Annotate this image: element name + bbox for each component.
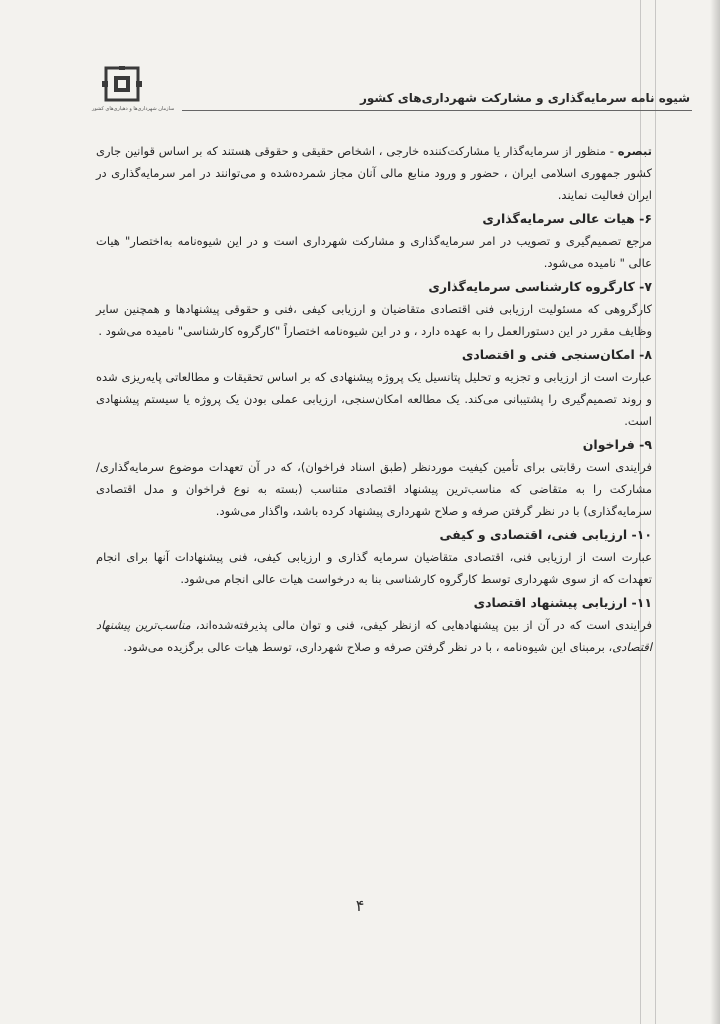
document-title: شیوه نامه سرمایه‌گذاری و مشارکت شهرداری‌های کشور xyxy=(359,91,690,105)
section-paragraph: عبارت است از ارزیابی فنی، اقتصادی متقاضیان سرمایه گذاری و ارزیابی کیفی، فنی پیشنهادات آنها برای انجام تعهدات که از سوی شهرداری توسط کارگروه کارشناسی بنا به درخواست هیات عالی انجام می‌شود. xyxy=(96,550,652,586)
section-heading: ۷- کارگروه کارشناسی سرمایه‌گذاری xyxy=(428,279,652,294)
note-label: تبصره xyxy=(617,144,652,158)
section-heading: ۶- هیات عالی سرمایه‌گذاری xyxy=(482,211,652,226)
section-heading: ۹- فراخوان xyxy=(582,437,652,452)
page-edge-shadow xyxy=(710,0,720,1024)
section-text-italic: مناسب‌ترین پیشنهاد اقتصادی xyxy=(96,618,652,654)
document-body xyxy=(96,140,652,658)
section-paragraph: عبارت است از ارزیابی و تجزیه و تحلیل پتانسیل یک پروژه پیشنهادی که بر اساس تحقیقات و مطالعاتی پایه‌ریزی شده و روند تصمیم‌گیری را پشتیبانی می‌کند. یک مطالعه امکان‌سنجی، ارزیابی عملی بودن یک پروژه یا سیستم پیشنهادی است. xyxy=(96,370,652,428)
section-heading: ۱۱- ارزیابی پیشنهاد اقتصادی xyxy=(473,595,652,610)
header-divider xyxy=(182,110,692,111)
section-heading: ۱۰- ارزیابی فنی، اقتصادی و کیفی xyxy=(439,527,652,542)
scan-artifact-line xyxy=(655,0,656,1024)
municipality-logo xyxy=(98,66,146,106)
page-header xyxy=(92,66,692,110)
note-paragraph xyxy=(96,140,652,206)
section-paragraph: کارگروهی که مسئولیت ارزیابی فنی اقتصادی متقاضیان و ارزیابی کیفی ،فنی و حقوقی پیشنهادها و همچنین سایر وظایف مقرر در این دستورالعمل را به عهده دارد ، و در این شیوه‌نامه اختصاراً "کارگروه کارشناسی" نامیده می‌شود . xyxy=(96,302,652,338)
section-paragraph: مرجع تصمیم‌گیری و تصویب در امر سرمایه‌گذاری و مشارکت شهرداری است و در این شیوه‌نامه به‌اختصار" هیات عالی " نامیده می‌شود. xyxy=(96,234,652,270)
section-heading: ۸- امکان‌سنجی فنی و اقتصادی xyxy=(461,347,652,362)
note-text: - منظور از سرمایه‌گذار یا مشارکت‌کننده خارجی ، اشخاص حقیقی و حقوقی هستند که بر اساس قوانین جاری کشور جمهوری اسلامی ایران ، حضور و ورود منابع مالی آنان مجاز شمرده‌شده و می‌توانند در امر سرمایه‌گذاری در ایران فعالیت نمایند. xyxy=(96,144,652,202)
page-number: ۴ xyxy=(355,896,365,915)
section-paragraph: فرایندی است رقابتی برای تأمین کیفیت موردنظر (طبق اسناد فراخوان)، که در آن تعهدات موضوع سرمایه‌گذاری/مشارکت را به متقاضی که مناسب‌ترین پیشنهاد اقتصادی متناسب (بسته به نوع فراخوان و مدل اقتصادی سرمایه‌گذاری) با در نظر گرفتن صرفه و صلاح شهرداری پیشنهاد کرده باشد، واگذار می‌شود. xyxy=(96,460,652,518)
section-text-part: ، برمبنای این شیوه‌نامه ، با در نظر گرفتن صرفه و صلاح شهرداری، توسط هیات عالی برگزیده می‌شود. xyxy=(123,640,613,654)
logo-caption: سازمان شهرداری‌ها و دهیاری‌های کشور xyxy=(92,106,175,112)
section-text-part: فرایندی است که در آن از بین پیشنهادهایی که ازنظر کیفی، فنی و توان مالی پذیرفته‌شده‌اند، xyxy=(190,618,652,632)
section-paragraph xyxy=(96,614,652,658)
